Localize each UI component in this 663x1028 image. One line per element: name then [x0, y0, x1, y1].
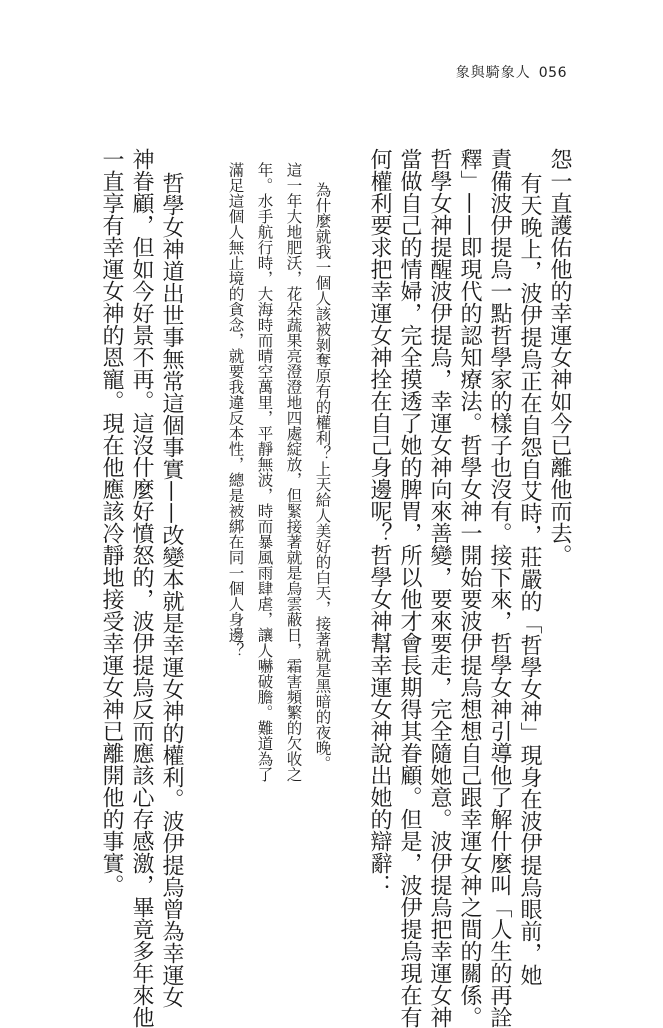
- quote-line-3: 年。水手航行時，大海時而晴空萬里，平靜無波，時而暴風雨肆虐，讓人嚇破膽。難道為了: [255, 162, 274, 782]
- body-line-6: 當做自己的情婦，完全摸透了她的脾胃，所以他才會長期得其眷顧。但是，波伊提烏現在有: [397, 148, 422, 1028]
- body-line-4: 釋」——即現代的認知療法。哲學女神一開始要波伊提烏想想自己跟幸運女神之間的關係。: [457, 148, 482, 1028]
- body-line-7: 何權利要求把幸運女神拴在自己身邊呢？哲學女神幫幸運女神說出她的辯辭：: [367, 148, 392, 896]
- page-number: 056: [538, 65, 567, 81]
- body-line-2: 有天晚上，波伊提烏正在自怨自艾時，莊嚴的「哲學女神」現身在波伊提烏眼前，她: [517, 172, 542, 986]
- body-line-5: 哲學女神提醒波伊提烏，幸運女神向來善變，要來要走，完全隨她意。波伊提烏把幸運女神: [427, 148, 452, 1028]
- book-title: 象與騎象人: [455, 65, 531, 81]
- body-line-1: 怨一直護佑他的幸運女神如今已離他而去。: [547, 148, 572, 566]
- quote-line-1: 為什麼就我一個人該被剝奪原有的權利？上天給人美好的白天，接著就是黑暗的夜晚。: [313, 182, 332, 771]
- running-header: [456, 62, 567, 82]
- quote-line-4: 滿足這個人無止境的貪念，就要我違反本性，總是被綁在同一個人身邊？: [226, 162, 245, 658]
- body-line-3: 責備波伊提烏一點哲學家的樣子也沒有。接下來，哲學女神引導他了解什麼叫「人生的再詮: [487, 148, 512, 1028]
- quote-line-2: 這一年大地肥沃，花朵蔬果亮澄澄地四處綻放，但緊接著就是烏雲蔽日，霜害頻繁的欠收之: [284, 162, 303, 782]
- closing-line-2: 神眷顧，但如今好景不再。這沒什麼好憤怒的，波伊提烏反而應該心存感激，畢竟多年來他: [129, 148, 154, 1028]
- closing-line-3: 一直享有幸運女神的恩寵。現在他應該冷靜地接受幸運女神已離開他的事實。: [99, 148, 124, 896]
- closing-line-1: 哲學女神道出世事無常這個事實——改變本就是幸運女神的權利。波伊提烏曾為幸運女: [159, 172, 184, 1008]
